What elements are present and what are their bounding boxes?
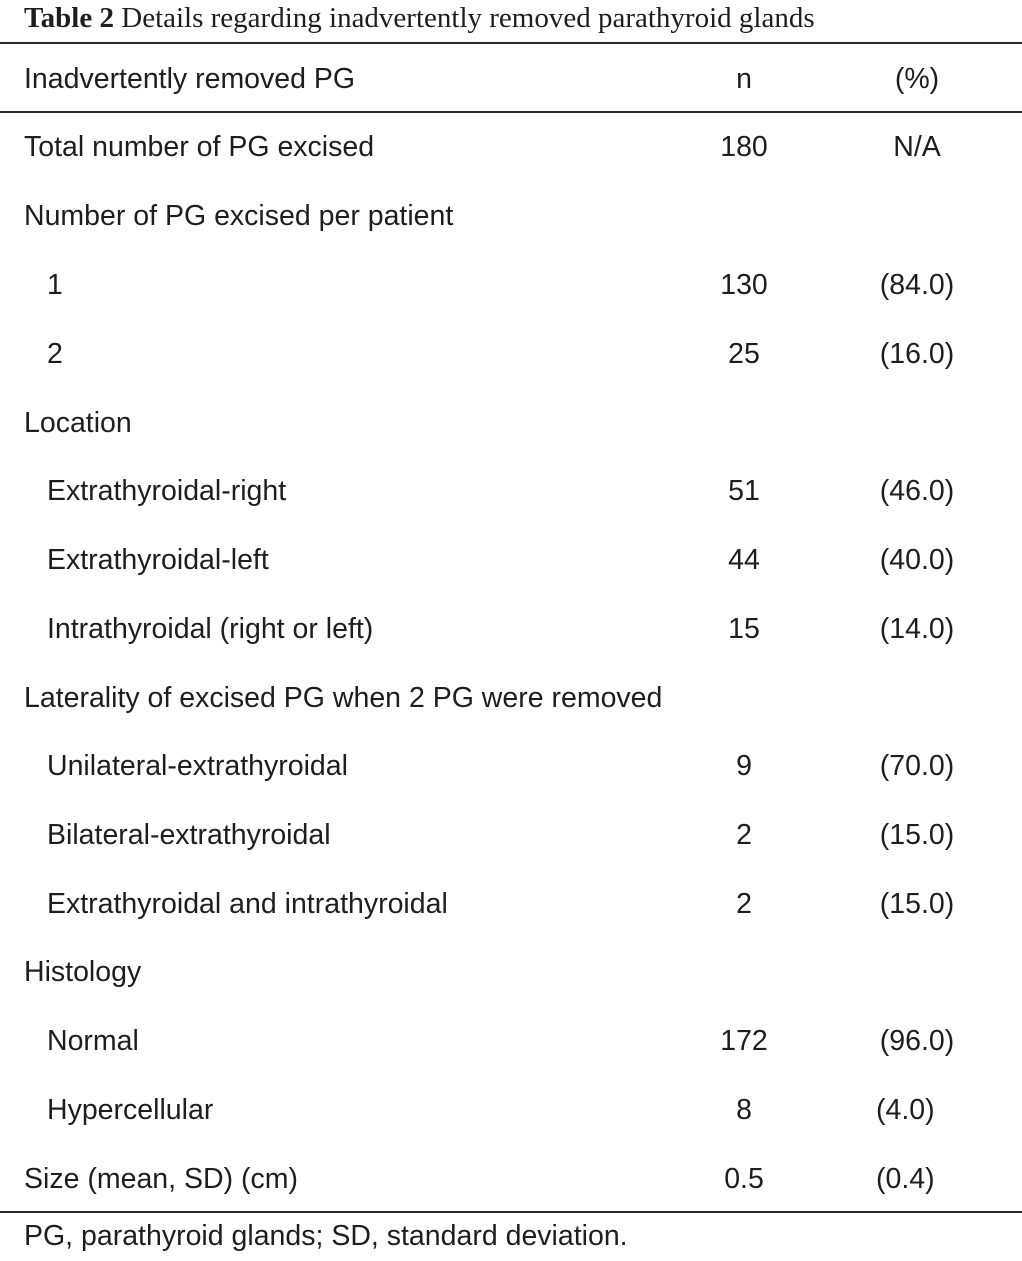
row-pct: (70.0) xyxy=(879,750,955,782)
row-n: 25 xyxy=(728,338,760,370)
header-n: n xyxy=(736,63,752,95)
row-n: 0.5 xyxy=(724,1163,764,1195)
table-row xyxy=(0,595,1022,664)
row-label: Normal xyxy=(47,1025,139,1057)
table-row xyxy=(0,1007,1022,1076)
row-label: Extrathyroidal-left xyxy=(47,544,269,576)
row-n: 2 xyxy=(736,888,752,920)
row-pct: (14.0) xyxy=(879,613,955,645)
row-pct: (15.0) xyxy=(879,819,955,851)
row-label: Size (mean, SD) (cm) xyxy=(24,1163,298,1195)
row-label: Bilateral-extrathyroidal xyxy=(47,819,331,851)
row-label: 2 xyxy=(47,338,63,370)
table-row xyxy=(0,457,1022,526)
row-n: 44 xyxy=(728,544,760,576)
row-pct: (96.0) xyxy=(879,1025,955,1057)
table-row xyxy=(0,870,1022,939)
table-row xyxy=(0,732,1022,801)
table-row xyxy=(0,526,1022,595)
row-label: Laterality of excised PG when 2 PG were removed xyxy=(24,682,663,714)
row-n: 9 xyxy=(736,750,752,782)
header-row xyxy=(0,45,1022,114)
row-label: Extrathyroidal and intrathyroidal xyxy=(47,888,448,920)
row-pct: (15.0) xyxy=(879,888,955,920)
bottom-rule xyxy=(0,1211,1022,1213)
row-label: Total number of PG excised xyxy=(24,131,375,163)
table-row xyxy=(0,664,1022,733)
table-row xyxy=(0,1145,1022,1214)
row-n: 51 xyxy=(728,475,760,507)
row-label: Extrathyroidal-right xyxy=(47,475,287,507)
row-pct: (40.0) xyxy=(879,544,955,576)
row-pct: (16.0) xyxy=(879,338,955,370)
table-label: Table 2 xyxy=(24,2,114,34)
table-row xyxy=(0,320,1022,389)
row-pct: (84.0) xyxy=(879,269,955,301)
header-pct: (%) xyxy=(894,63,940,95)
table-row xyxy=(0,251,1022,320)
row-label: Unilateral-extrathyroidal xyxy=(47,750,348,782)
row-n: 15 xyxy=(728,613,760,645)
table-row xyxy=(0,801,1022,870)
row-pct: N/A xyxy=(893,131,941,163)
table-row xyxy=(0,1076,1022,1145)
table-title: Details regarding inadvertently removed parathyroid glands xyxy=(121,2,815,34)
table-row xyxy=(0,113,1022,182)
top-rule xyxy=(0,42,1022,44)
row-n: 180 xyxy=(720,131,768,163)
table-row xyxy=(0,389,1022,458)
row-label: Hypercellular xyxy=(47,1094,214,1126)
row-pct: (4.0) xyxy=(876,1094,935,1126)
table-row xyxy=(0,182,1022,251)
row-n: 8 xyxy=(736,1094,752,1126)
row-label: Intrathyroidal (right or left) xyxy=(47,613,374,645)
row-label: Histology xyxy=(24,956,142,988)
table-footnote: PG, parathyroid glands; SD, standard deviation. xyxy=(24,1220,628,1252)
row-label: Number of PG excised per patient xyxy=(24,200,454,232)
row-pct: (46.0) xyxy=(879,475,955,507)
header-label: Inadvertently removed PG xyxy=(24,63,356,95)
row-pct: (0.4) xyxy=(876,1163,935,1195)
row-n: 130 xyxy=(720,269,768,301)
row-n: 2 xyxy=(736,819,752,851)
row-label: Location xyxy=(24,407,132,439)
table-row xyxy=(0,938,1022,1007)
table-caption xyxy=(24,0,815,40)
row-label: 1 xyxy=(47,269,63,301)
row-n: 172 xyxy=(720,1025,768,1057)
